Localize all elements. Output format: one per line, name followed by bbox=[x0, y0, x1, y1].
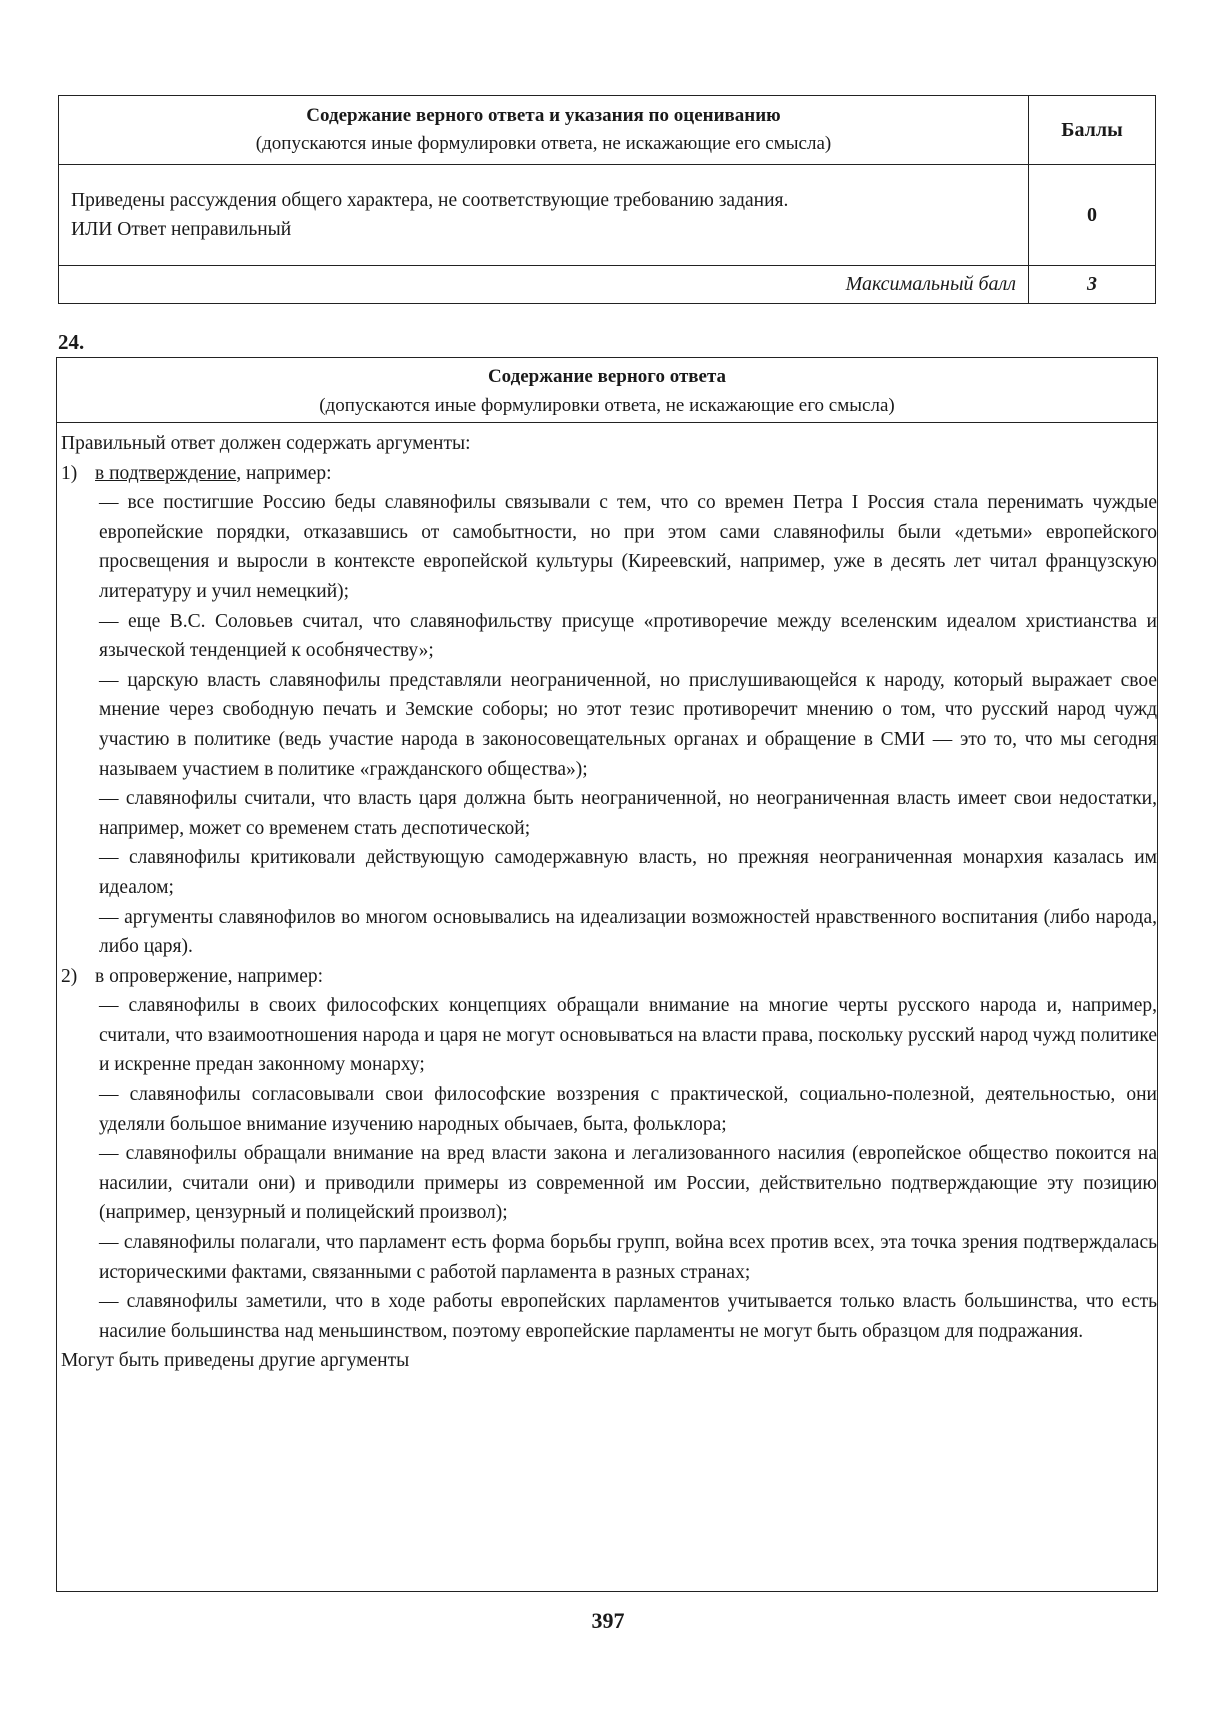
answer-body bbox=[57, 423, 1157, 1376]
group-label-underlined: в подтверждение bbox=[95, 462, 237, 484]
scoring-table bbox=[58, 95, 1156, 304]
argument-item: — славянофилы обращали внимание на вред власти закона и легализованного насилия (европейское общество покоится на насилии, считали они) и приводили примеры из современной им России, действительно подтверждающие эту позицию (например, цензурный и полицейский произвол); bbox=[99, 1143, 1157, 1224]
argument-group-support bbox=[61, 459, 1157, 489]
argument-list-support bbox=[61, 488, 1157, 962]
answer-closing: Могут быть приведены другие аргументы bbox=[61, 1350, 410, 1372]
argument-item: — все постигшие Россию беды славянофилы связывали с тем, что со времен Петра I Россия стала перенимать чуждые европейские порядки, отказавшись от самобытности, но при этом сами славянофилы были «детьми» европейского просвещения и выросли в контексте европейской культуры (Киреевский, например, уже в десять лет читал французскую литературу и учил немецкий); bbox=[99, 492, 1157, 602]
table-header-note: (допускаются иные формулировки ответа, не искажающие его смысла) bbox=[255, 133, 832, 154]
argument-item: — славянофилы полагали, что парламент есть форма борьбы групп, война всех против всех, эта точка зрения подтверждалась историческими фактами, связанными с работой парламента в разных странах; bbox=[99, 1232, 1157, 1283]
answer-intro: Правильный ответ должен содержать аргументы: bbox=[61, 433, 471, 454]
answer-header bbox=[57, 358, 1157, 423]
answer-header-note: (допускаются иные формулировки ответа, не искажающие его смысла) bbox=[319, 395, 895, 416]
argument-item: — славянофилы заметили, что в ходе работы европейских парламентов учитывается только власть большинства, что есть насилие большинства над меньшинством, поэтому европейские парламенты не могут быть образцом для подражания. bbox=[99, 1291, 1157, 1342]
group-number: 1) bbox=[61, 462, 78, 484]
max-score-label: Максимальный балл bbox=[59, 266, 1029, 304]
group-label bbox=[95, 459, 332, 489]
group-label: в опровержение, например: bbox=[95, 965, 324, 987]
table-header-points: Баллы bbox=[1029, 96, 1156, 165]
criteria-points: 0 bbox=[1029, 165, 1156, 266]
argument-item: — царскую власть славянофилы представляли неограниченной, но прислушивающейся к народу, который выражает свое мнение через свободную печать и Земские соборы; но этот тезис противоречит мнению о том, что русский народ чужд участию в политике (ведь участие народа в законосовещательных органах и обращение в СМИ — это то, что мы сегодня называем участием в политике «гражданского общества»); bbox=[99, 669, 1157, 780]
argument-list-refute bbox=[61, 991, 1157, 1346]
argument-item: — еще В.С. Соловьев считал, что славянофильству присуще «противоречие между вселенским идеалом христианства и языческой тенденцией к особнячеству»; bbox=[99, 610, 1157, 662]
table-row-criteria bbox=[59, 165, 1029, 266]
page-number: 397 bbox=[591, 1608, 625, 1633]
argument-item: — славянофилы считали, что власть царя должна быть неограниченной, но неограниченная власть имеет свои недостатки, например, может со временем стать деспотической; bbox=[99, 788, 1157, 839]
group-label-rest: , например: bbox=[236, 462, 332, 484]
table-header-title: Содержание верного ответа и указания по оцениванию bbox=[306, 105, 781, 126]
argument-group-refute bbox=[61, 962, 1157, 992]
criteria-alt-text: ИЛИ Ответ неправильный bbox=[71, 219, 292, 240]
task-number: 24. bbox=[58, 330, 85, 354]
argument-item: — славянофилы согласовывали свои философские воззрения с практической, социально-полезной, деятельностью, они уделяли большое внимание изучению народных обычаев, быта, фольклора; bbox=[99, 1084, 1157, 1135]
answer-box bbox=[56, 357, 1158, 1592]
answer-header-title: Содержание верного ответа bbox=[487, 366, 727, 387]
criteria-text: Приведены рассуждения общего характера, не соответствующие требованию задания. bbox=[71, 190, 789, 211]
group-number: 2) bbox=[61, 965, 78, 987]
argument-item: — славянофилы критиковали действующую самодержавную власть, но прежняя неограниченная монархия казалась им идеалом; bbox=[99, 847, 1157, 898]
argument-item: — аргументы славянофилов во многом основывались на идеализации возможностей нравственного воспитания (либо народа, либо царя). bbox=[99, 906, 1157, 958]
argument-item: — славянофилы в своих философских концепциях обращали внимание на многие черты русского народа и, например, считали, что взаимоотношения народа и царя не могут основываться на власти права, поскольку русский народ чужд политике и искренне предан законному монарху; bbox=[99, 995, 1157, 1076]
max-score-value: 3 bbox=[1029, 266, 1156, 304]
table-header-content bbox=[59, 96, 1029, 165]
